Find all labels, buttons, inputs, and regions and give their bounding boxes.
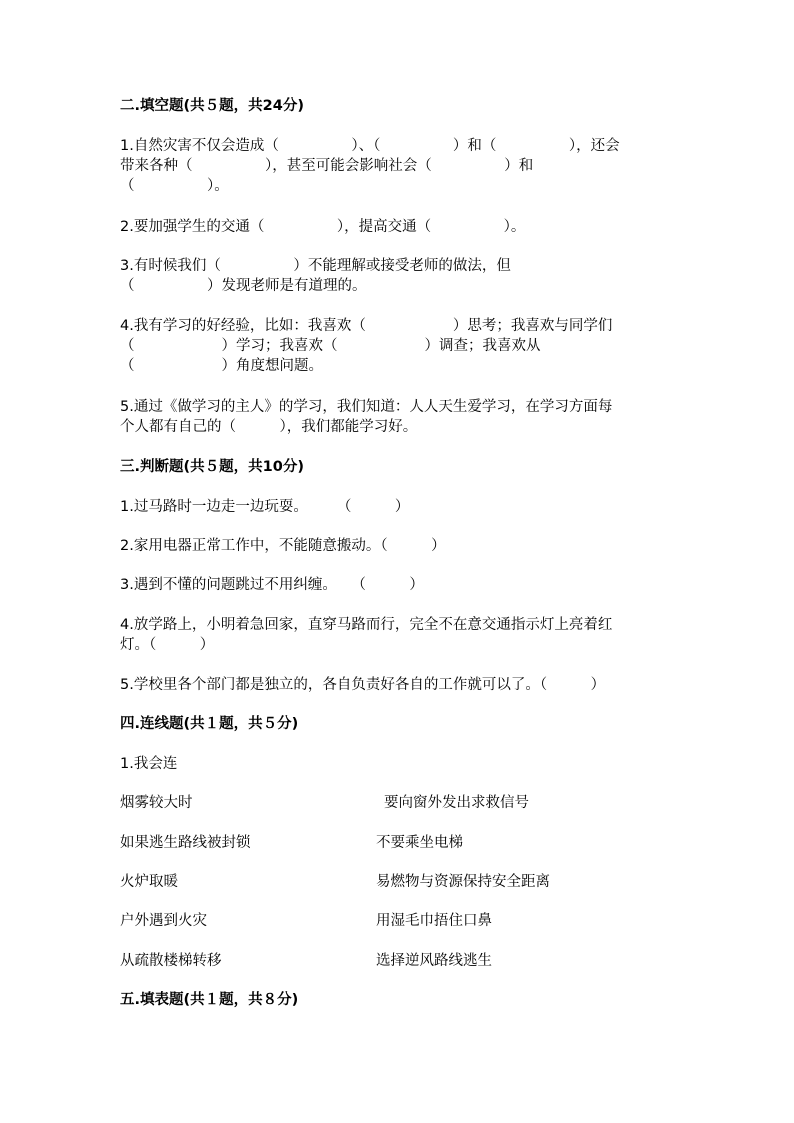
matching-right-item: 易燃物与资源保持安全距离 xyxy=(376,874,550,890)
matching-right-item: 选择逆风路线逃生 xyxy=(376,953,492,969)
question-line: 2.家用电器正常工作中，不能随意搬动。（ ） xyxy=(120,538,446,554)
matching-left-item: 户外遇到火灾 xyxy=(120,913,207,929)
question-line: 1.过马路时一边走一边玩耍。 （ ） xyxy=(120,499,410,515)
question-line: 1.自然灾害不仅会造成（ ）、（ ）和（ ），还会 xyxy=(120,138,620,154)
fill-blank-question-3 xyxy=(120,256,680,296)
judgement-question-3 xyxy=(120,575,680,595)
section-heading-judgement: 三.判断题(共５题，共10分) xyxy=(120,459,304,475)
question-line: 3.有时候我们（ ）不能理解或接受老师的做法，但 xyxy=(120,258,511,274)
matching-question-1 xyxy=(120,754,680,774)
matching-left-item: 火炉取暖 xyxy=(120,874,178,890)
question-line: 5.通过《做学习的主人》的学习，我们知道：人人天生爱学习，在学习方面每 xyxy=(120,399,613,415)
question-line: （ ）。 xyxy=(120,178,229,194)
question-line: 4.我有学习的好经验，比如：我喜欢（ ）思考；我喜欢与同学们 xyxy=(120,318,613,334)
question-line: 个人都有自己的（ ），我们都能学习好。 xyxy=(120,419,418,435)
section-heading-matching: 四.连线题(共１题，共５分) xyxy=(120,716,299,732)
question-line: 灯。（ ） xyxy=(120,637,215,653)
question-line: （ ）发现老师是有道理的。 xyxy=(120,278,367,294)
question-line: 2.要加强学生的交通（ ），提高交通（ ）。 xyxy=(120,219,526,235)
section-heading-table: 五.填表题(共１题，共８分) xyxy=(120,992,299,1008)
judgement-question-5 xyxy=(120,675,680,695)
matching-left-item: 如果逃生路线被封锁 xyxy=(120,835,251,851)
matching-right-item: 用湿毛巾捂住口鼻 xyxy=(376,913,492,929)
section-heading-fill-blank: 二.填空题(共５题，共24分) xyxy=(120,98,304,114)
fill-blank-question-2 xyxy=(120,217,680,237)
question-line: 4.放学路上，小明着急回家，直穿马路而行，完全不在意交通指示灯上亮着红 xyxy=(120,617,613,633)
judgement-question-2 xyxy=(120,536,680,556)
fill-blank-question-4 xyxy=(120,316,680,376)
question-line: 5.学校里各个部门都是独立的，各自负责好各自的工作就可以了。（ ） xyxy=(120,677,606,693)
matching-right-item: 不要乘坐电梯 xyxy=(376,835,463,851)
question-line: 3.遇到不懂的问题跳过不用纠缠。 （ ） xyxy=(120,577,424,593)
judgement-question-1 xyxy=(120,497,680,517)
question-line: 带来各种（ ），甚至可能会影响社会（ ）和 xyxy=(120,158,534,174)
matching-left-item: 烟雾较大时 xyxy=(120,795,193,811)
fill-blank-question-5 xyxy=(120,397,680,437)
matching-left-item: 从疏散楼梯转移 xyxy=(120,953,222,969)
question-line: 1.我会连 xyxy=(120,756,178,772)
judgement-question-4 xyxy=(120,615,680,655)
fill-blank-question-1 xyxy=(120,136,680,196)
matching-right-item: 要向窗外发出求救信号 xyxy=(384,795,529,811)
question-line: （ ）角度想问题。 xyxy=(120,358,323,374)
question-line: （ ）学习；我喜欢（ ）调查；我喜欢从 xyxy=(120,338,541,354)
